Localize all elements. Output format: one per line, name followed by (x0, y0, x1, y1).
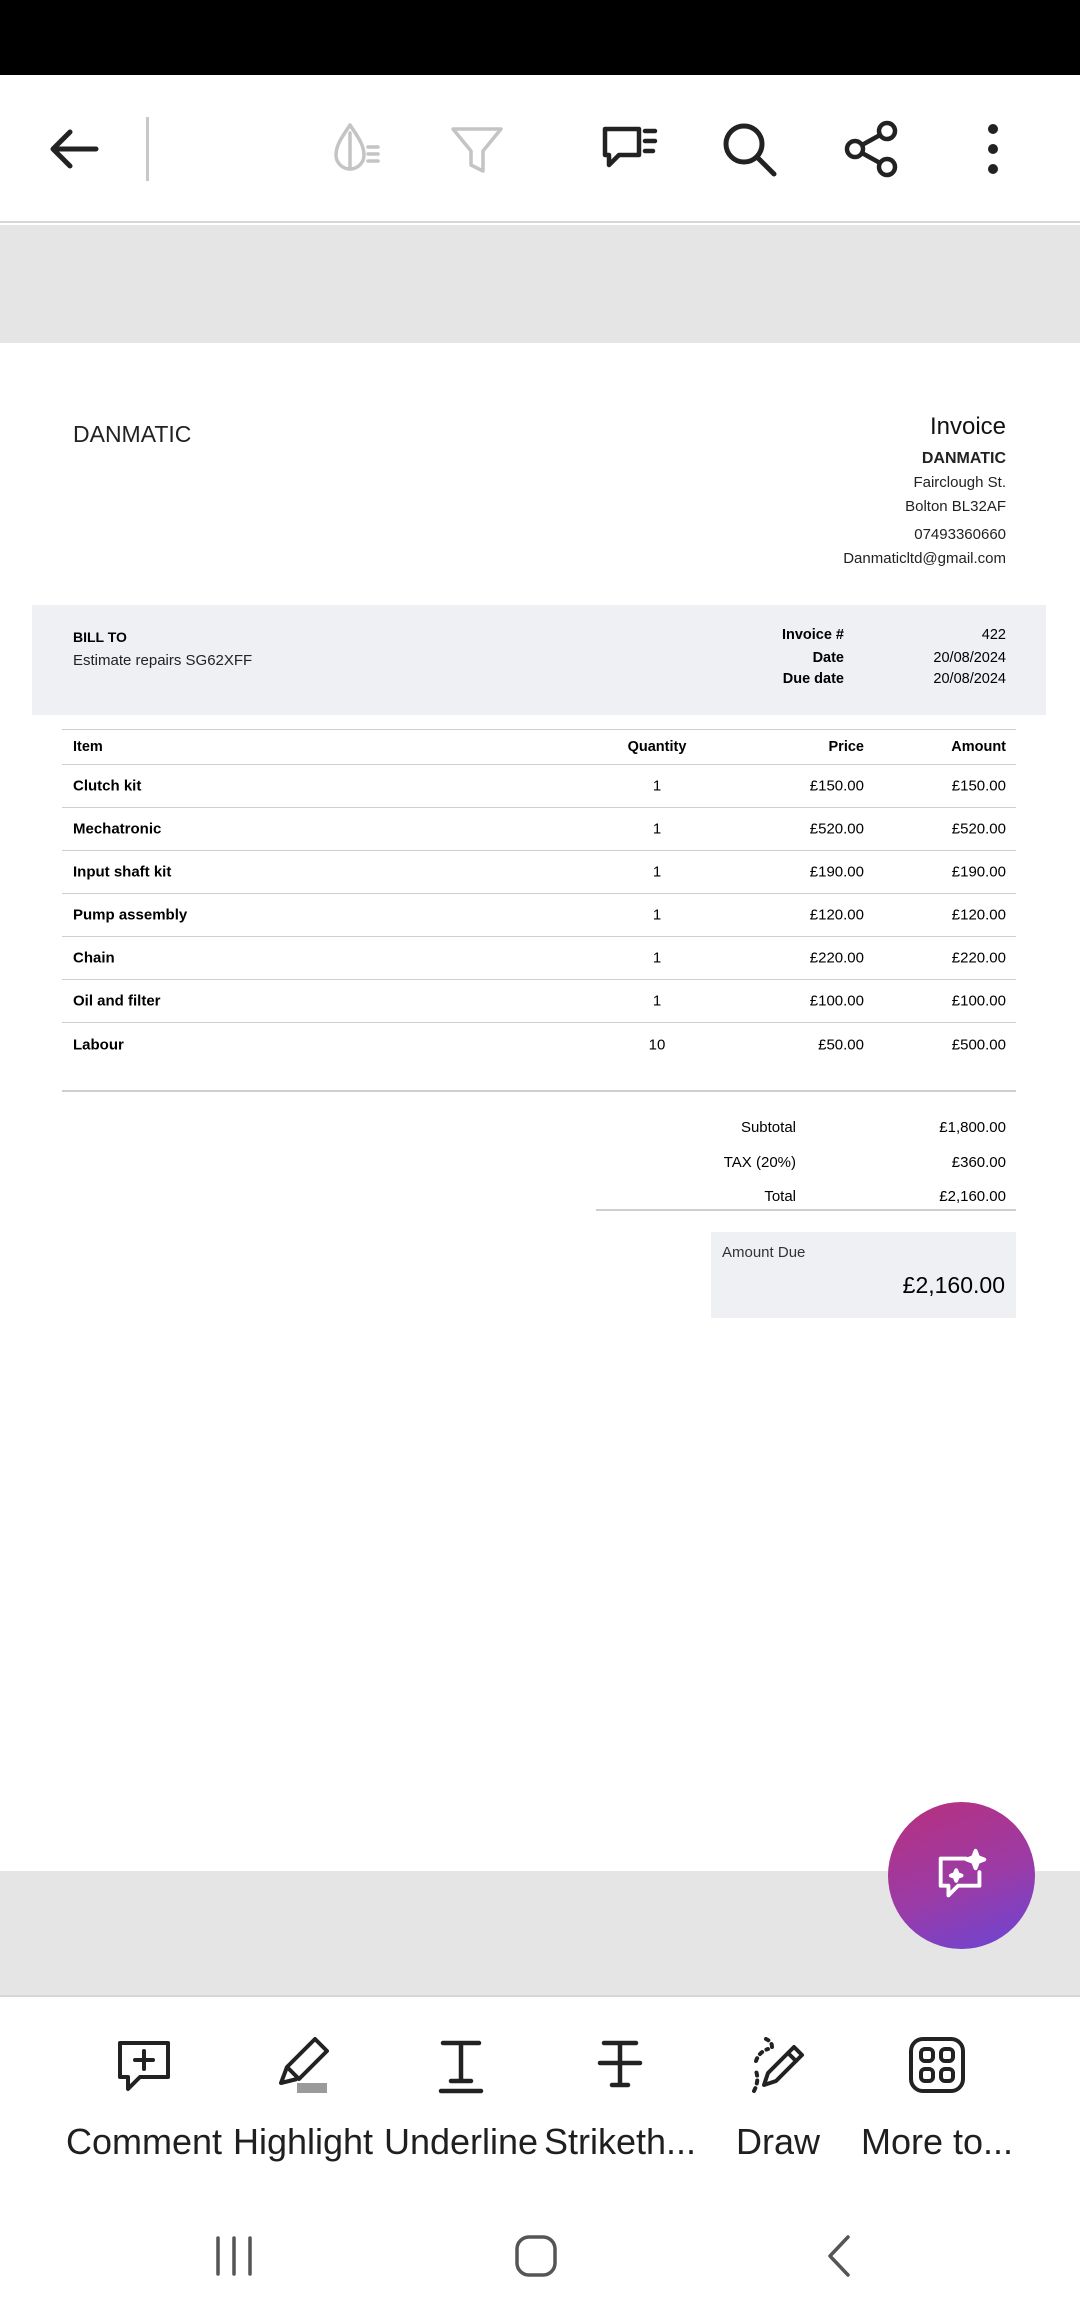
sender-email: Danmaticltd@gmail.com (843, 550, 1006, 567)
subtotal-row (596, 1111, 1016, 1146)
item-price: £190.00 (809, 863, 864, 881)
item-price: £220.00 (809, 949, 864, 967)
invoice-number-row (646, 627, 1046, 649)
amount-due-label: Amount Due (722, 1244, 806, 1261)
item-price: £120.00 (809, 906, 864, 924)
tool-label: Comment (65, 2121, 223, 2162)
draw-pencil-icon (746, 2033, 810, 2097)
total-label: Total (764, 1188, 796, 1205)
table-row (62, 808, 1016, 851)
meta-value: 20/08/2024 (933, 650, 1006, 666)
bill-to-label: BILL TO (73, 629, 127, 645)
more-tools-grid-icon (905, 2033, 969, 2097)
invoice-page (0, 343, 1080, 1871)
item-amount: £120.00 (951, 906, 1006, 924)
item-name: Mechatronic (73, 820, 162, 838)
table-row (62, 1023, 1016, 1066)
highlighter-icon (271, 2033, 335, 2097)
item-name: Pump assembly (73, 906, 188, 924)
column-header-price: Price (828, 739, 864, 755)
draw-tool[interactable] (698, 1997, 858, 2197)
comment-tool[interactable] (64, 1997, 224, 2197)
sender-name: DANMATIC (921, 450, 1006, 467)
sender-phone: 07493360660 (914, 526, 1006, 543)
item-amount: £500.00 (951, 1036, 1006, 1053)
item-amount: £190.00 (951, 863, 1006, 881)
meta-key: Due date (782, 671, 844, 687)
home-icon[interactable] (496, 2221, 576, 2291)
items-table (62, 729, 1016, 1066)
total-value: £360.00 (951, 1153, 1006, 1171)
item-name: Clutch kit (73, 777, 142, 795)
column-header-quantity: Quantity (627, 739, 687, 755)
more-tools[interactable] (857, 1997, 1017, 2197)
page-gap-top (0, 225, 1080, 343)
total-value: £1,800.00 (939, 1119, 1006, 1136)
tool-label: Highlight (232, 2121, 374, 2162)
item-quantity: 1 (652, 906, 662, 924)
sender-city: Bolton BL32AF (905, 498, 1006, 515)
item-amount: £100.00 (951, 992, 1006, 1010)
item-name: Labour (73, 1036, 124, 1053)
total-label: Subtotal (740, 1119, 796, 1136)
item-quantity: 1 (652, 777, 662, 795)
item-quantity: 1 (652, 863, 662, 881)
tax-row (596, 1146, 1016, 1181)
item-price: £520.00 (809, 820, 864, 838)
share-icon[interactable] (831, 109, 911, 189)
table-row (62, 894, 1016, 937)
total-value: £2,160.00 (939, 1188, 1006, 1205)
liquid-mode-icon[interactable] (316, 109, 396, 189)
column-header-amount: Amount (951, 739, 1006, 755)
underline-tool[interactable] (381, 1997, 541, 2197)
totals-section (596, 1111, 1016, 1215)
amount-due-box (711, 1232, 1016, 1318)
toolbar-divider (146, 117, 149, 181)
sender-street: Fairclough St. (913, 474, 1006, 491)
app-toolbar (0, 75, 1080, 223)
item-quantity: 1 (652, 992, 662, 1010)
bill-to-section (32, 605, 1046, 715)
ai-assistant-button[interactable] (888, 1802, 1035, 1949)
table-row (62, 851, 1016, 894)
system-nav-bar (0, 2195, 1080, 2316)
meta-value: 422 (981, 627, 1006, 643)
invoice-date-row (646, 650, 1046, 672)
tool-label: Draw (735, 2121, 820, 2162)
tool-label: Striketh... (543, 2121, 697, 2162)
back-arrow-icon[interactable] (34, 109, 114, 189)
due-date-row (646, 671, 1046, 693)
more-vertical-icon[interactable] (953, 109, 1033, 189)
highlight-tool[interactable] (223, 1997, 383, 2197)
table-header (62, 729, 1016, 765)
comment-add-icon (112, 2033, 176, 2097)
column-header-item: Item (73, 739, 103, 755)
back-icon[interactable] (800, 2221, 880, 2291)
sender-address (843, 447, 1006, 571)
meta-key: Invoice # (781, 627, 844, 643)
invoice-title: Invoice (929, 413, 1006, 440)
item-quantity: 1 (652, 949, 662, 967)
item-price: £150.00 (809, 777, 864, 795)
total-label: TAX (20%) (723, 1153, 796, 1171)
annotation-toolbar (0, 1995, 1080, 2195)
item-name: Chain (73, 949, 115, 967)
item-amount: £150.00 (951, 777, 1006, 795)
table-row (62, 765, 1016, 808)
status-bar (0, 0, 1080, 75)
amount-due-value: £2,160.00 (902, 1272, 1005, 1298)
item-quantity: 10 (648, 1036, 666, 1053)
item-name: Oil and filter (73, 992, 161, 1010)
meta-key: Date (812, 650, 844, 666)
item-price: £100.00 (809, 992, 864, 1010)
meta-value: 20/08/2024 (933, 671, 1006, 687)
bill-to-text: Estimate repairs SG62XFF (73, 652, 253, 669)
item-name: Input shaft kit (73, 863, 172, 881)
strikethrough-tool[interactable] (540, 1997, 700, 2197)
search-icon[interactable] (709, 109, 789, 189)
item-quantity: 1 (652, 820, 662, 838)
company-name: DANMATIC (73, 421, 192, 447)
item-amount: £520.00 (951, 820, 1006, 838)
ai-assistant-icon (931, 1845, 993, 1907)
tool-label: Underline (383, 2121, 539, 2162)
table-divider (62, 1090, 1016, 1092)
comments-list-icon[interactable] (589, 109, 669, 189)
tool-label: More to... (860, 2121, 1014, 2162)
item-amount: £220.00 (951, 949, 1006, 967)
totals-divider (596, 1209, 1016, 1211)
item-price: £50.00 (818, 1036, 864, 1053)
recent-apps-icon[interactable] (194, 2221, 274, 2291)
filter-icon[interactable] (437, 109, 517, 189)
underline-icon (429, 2033, 493, 2097)
table-row (62, 937, 1016, 980)
table-row (62, 980, 1016, 1023)
strikethrough-icon (588, 2033, 652, 2097)
